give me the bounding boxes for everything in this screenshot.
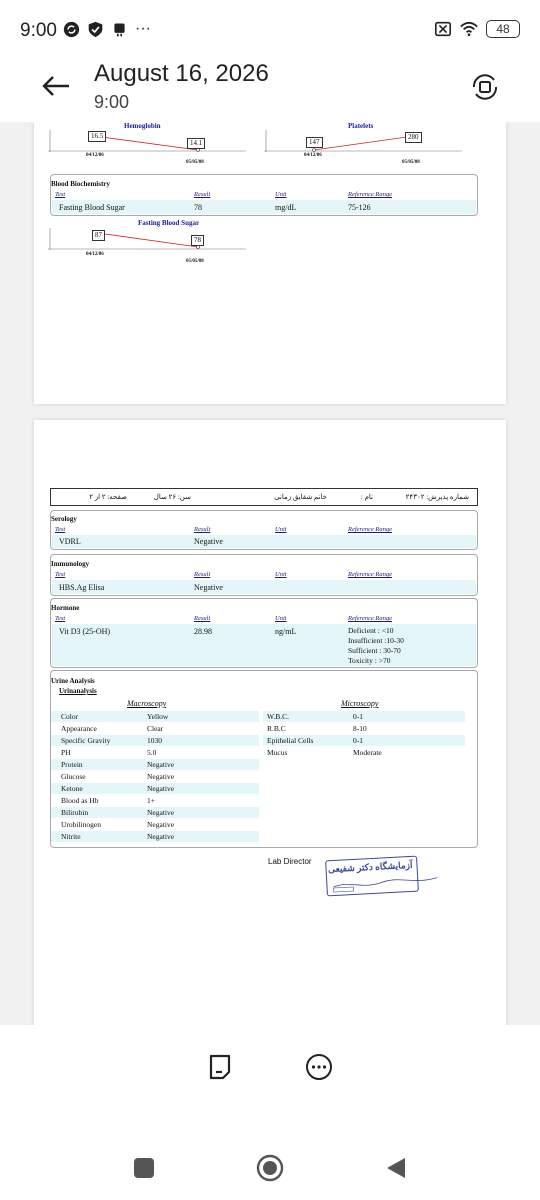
name-label: نام : [360,493,373,501]
macroscopy-value: Yellow [147,712,169,721]
col-result: Result [194,526,211,533]
table-row [52,535,476,548]
microscopy-value: 0-1 [353,736,363,745]
rotate-screen-icon [470,72,500,102]
col-test: Test [55,615,66,622]
macroscopy-label: Blood as Hb [61,796,99,805]
document-viewer[interactable] [0,122,540,1025]
battery-indicator: 48 [486,20,520,38]
status-time: 9:00 [20,20,57,41]
col-test: Test [55,526,66,533]
macroscopy-row [51,759,259,770]
shield-notification-icon [86,20,104,38]
platelets-trend-line [314,136,414,150]
col-test: Test [55,571,66,578]
macroscopy-value: 1030 [147,736,162,745]
col-reference: Reference Range [348,191,392,198]
macroscopy-label: PH [61,748,71,757]
signature-scribble-icon [331,873,442,893]
macroscopy-label: Urobilinogen [61,820,101,829]
macroscopy-value: Clear [147,724,164,733]
triangle-back-icon [385,1156,407,1180]
page-title: August 16, 2026 [94,60,269,87]
macroscopy-value: Negative [147,820,175,829]
macroscopy-row [51,783,259,794]
fbs-trend-chart [48,228,248,252]
microscopy-title: Microscopy [341,699,379,708]
more-options-button[interactable] [304,1052,334,1082]
macroscopy-title: Macroscopy [127,699,167,708]
col-unit: Unit [275,615,287,622]
hemoglobin-value-1: 16.5 [88,131,106,142]
platelets-value-1: 147 [306,137,323,148]
test-result: Negative [194,537,223,546]
macroscopy-row [51,831,259,842]
platelets-value-2: 280 [405,132,422,143]
hemoglobin-date-1: 04/12/06 [86,153,104,158]
test-name: Fasting Blood Sugar [59,203,125,212]
microscopy-label: R.B.C [267,724,286,733]
microscopy-row [263,723,465,734]
report-page-1 [34,122,506,404]
macroscopy-label: Nitrite [61,832,81,841]
macroscopy-row [51,819,259,830]
col-reference: Reference Range [348,571,392,578]
test-unit: mg/dL [275,203,297,212]
platelets-point [313,149,316,152]
test-unit: ng/mL [275,627,297,636]
hemoglobin-value-2: 14.1 [187,138,205,149]
test-name: VDRL [59,537,81,546]
col-unit: Unit [275,571,287,578]
section-title: Hormone [51,604,80,612]
macroscopy-value: 1+ [147,796,155,805]
table-row [52,580,476,594]
more-notifications-icon: ··· [135,20,151,37]
col-unit: Unit [275,191,287,198]
hemoglobin-trend-line [94,136,198,150]
col-unit: Unit [275,526,287,533]
col-result: Result [194,615,211,622]
microscopy-value: Moderate [353,748,382,757]
platelets-date-1: 04/12/06 [304,153,322,158]
microscopy-value: 0-1 [353,712,363,721]
back-nav-button[interactable] [381,1153,411,1183]
serology-section [50,510,478,550]
reference-sufficient: Sufficient : 30-70 [348,646,401,655]
viewer-action-bar [0,1025,540,1110]
section-title: Serology [51,515,77,523]
reference-toxicity: Toxicity : >70 [348,656,391,665]
test-name: Vit D3 (25-OH) [59,627,111,636]
test-result: Negative [194,583,223,592]
table-row [52,624,476,666]
page-subtitle: 9:00 [94,92,130,112]
urine-analysis-section [50,670,478,848]
macroscopy-value: Negative [147,784,175,793]
fbs-date-1: 04/12/06 [86,252,104,257]
system-status-icons [434,20,520,38]
viewer-header [0,52,540,122]
reception-number: شماره پذیرش: ۲۴۳۰۲ [405,493,469,501]
section-subtitle: Urinanalysis [59,687,97,695]
report-page-2 [34,420,506,1025]
macroscopy-label: Protein [61,760,83,769]
fbs-trend-line [98,233,198,247]
macroscopy-label: Glucose [61,772,86,781]
page-number: صفحه: ۲ از ۲ [89,493,127,501]
col-reference: Reference Range [348,615,392,622]
table-row [52,200,476,214]
test-result: 78 [194,203,202,212]
patient-info-bar [50,488,478,506]
macroscopy-label: Bilirubin [61,808,89,817]
test-name: HBS.Ag Elisa [59,583,105,592]
test-result: 28.98 [194,627,212,636]
macroscopy-value: Negative [147,832,175,841]
fbs-date-2: 05/05/08 [186,259,204,264]
more-horizontal-icon [305,1053,333,1081]
macroscopy-row [51,747,259,758]
microscopy-label: Mucus [267,748,288,757]
blood-biochemistry-section [50,174,478,216]
macroscopy-value: Negative [147,772,175,781]
hormone-section [50,598,478,668]
macroscopy-value: Negative [147,760,175,769]
col-test: Test [55,191,66,198]
circle-home-icon [256,1154,284,1182]
immunology-section [50,554,478,596]
hemoglobin-date-2: 05/05/08 [186,160,204,165]
back-button[interactable] [36,66,76,106]
microscopy-label: W.B.C. [267,712,290,721]
microscopy-row [263,711,465,722]
fbs-value-2: 78 [191,235,204,246]
lab-stamp [325,856,419,897]
rotate-button[interactable] [470,72,500,102]
macroscopy-row [51,723,259,734]
hemoglobin-trend-chart [48,130,248,152]
system-navigation-bar [0,1110,540,1200]
document-edit-icon [207,1053,233,1081]
fbs-chart-title: Fasting Blood Sugar [138,219,200,227]
home-button[interactable] [255,1153,285,1183]
macroscopy-row [51,807,259,818]
col-result: Result [194,191,211,198]
microscopy-row [263,735,465,746]
macroscopy-value: 5.0 [147,748,157,757]
notification-icons [62,20,152,38]
section-title: Urine Analysis [51,677,95,685]
square-recents-icon [133,1157,155,1179]
microscopy-value: 8-10 [353,724,367,733]
macroscopy-label: Ketone [61,784,83,793]
platelets-date-2: 05/05/08 [402,160,420,165]
patient-age: سن: ۲۶ سال [153,493,191,501]
sync-notification-icon [62,20,80,38]
macroscopy-label: Specific Gravity [61,736,111,745]
no-sim-icon [434,20,452,38]
macroscopy-label: Appearance [61,724,97,733]
microscopy-row [263,747,465,758]
edit-button[interactable] [205,1052,235,1082]
col-result: Result [194,571,211,578]
reference-insufficient: Insufficient :10-30 [348,636,404,645]
status-bar [0,0,540,60]
fbs-value-1: 87 [92,230,105,241]
lab-director-label: Lab Director [268,857,312,866]
macroscopy-row [51,771,259,782]
macroscopy-row [51,735,259,746]
macroscopy-row [51,795,259,806]
stamp-text: آزمایشگاه دکتر شفیعی [327,859,413,875]
macroscopy-row [51,711,259,722]
patient-name: خانم شقایق زمانی [274,493,327,501]
recents-button[interactable] [129,1153,159,1183]
platelets-trend-chart [264,130,464,152]
test-reference: 75-126 [348,203,371,212]
col-reference: Reference Range [348,526,392,533]
macroscopy-value: Negative [147,808,175,817]
arrow-left-icon [41,75,71,97]
section-title: Blood Biochemistry [51,180,110,188]
hemoglobin-chart-title: Hemoglobin [124,122,161,130]
bot-notification-icon [110,20,128,38]
reference-deficient: Deficient : <10 [348,626,394,635]
microscopy-label: Epithelial Cells [267,736,314,745]
section-title: Immunology [51,560,90,568]
macroscopy-label: Color [61,712,79,721]
wifi-icon [460,20,478,38]
platelets-chart-title: Platelets [348,122,374,130]
